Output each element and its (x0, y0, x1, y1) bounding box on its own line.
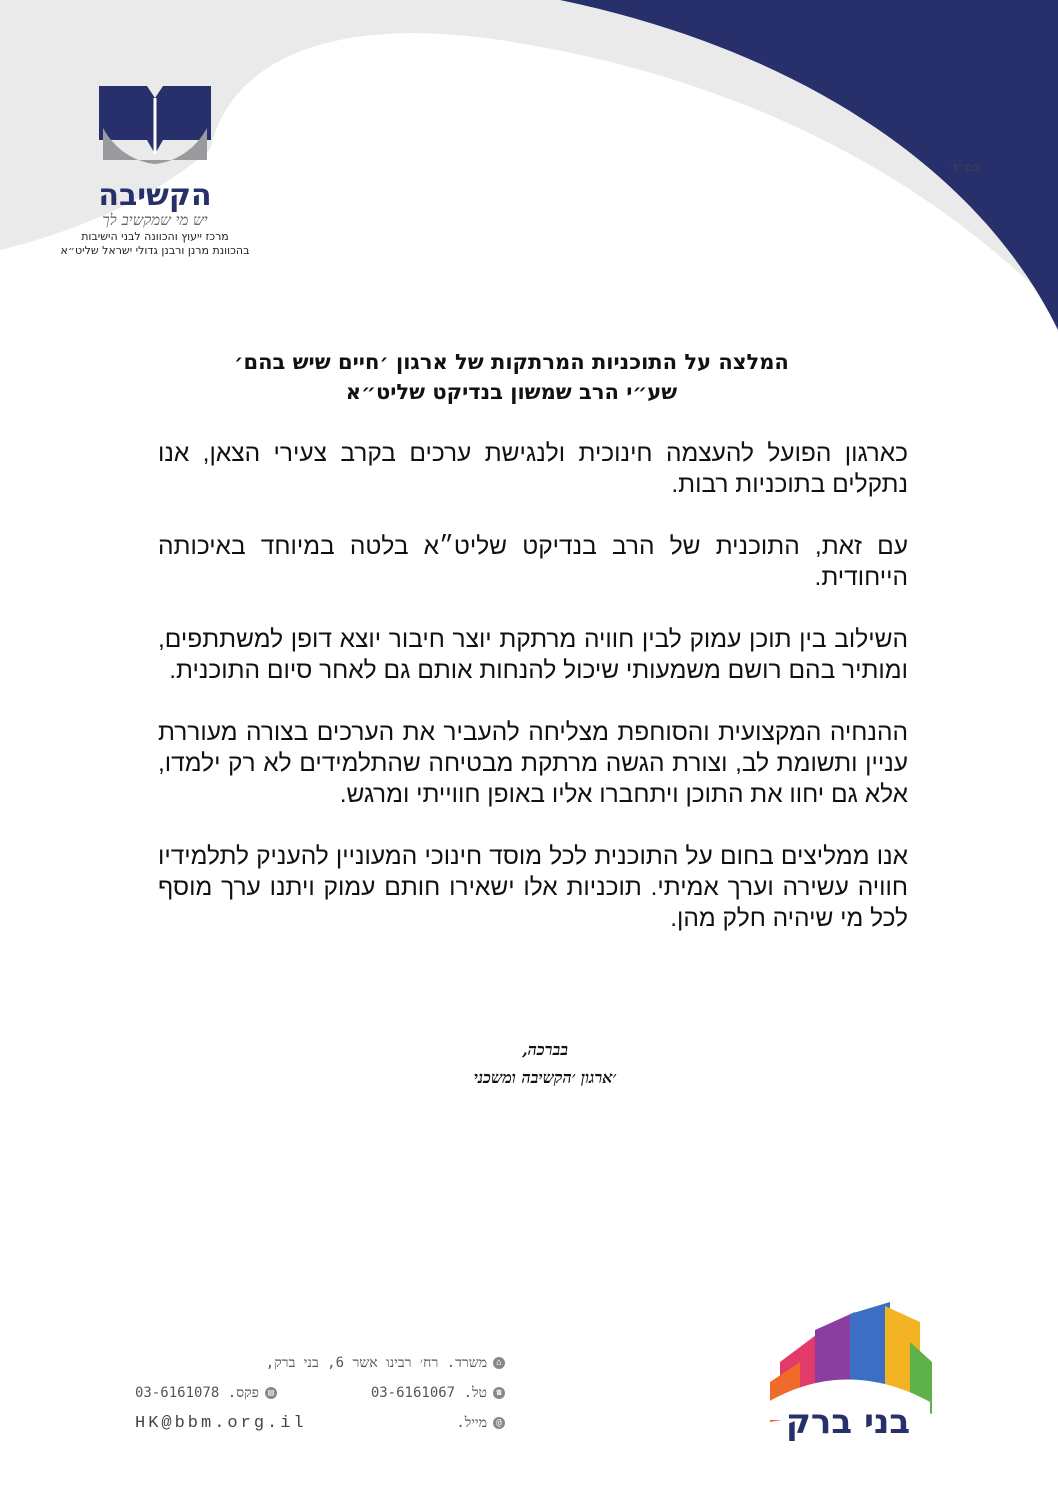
address-row (135, 1348, 505, 1378)
paragraph: כארגון הפועל להעצמה חינוכית ולנגישת ערכים בקרב צעירי הצאן, אנו נתקלים בתוכניות רבות. (158, 440, 908, 498)
logo-name: הקשיבה (98, 178, 212, 213)
organization-logo (40, 80, 270, 258)
logo-subtitle-line1: מרכז ייעוץ והכוונה לבני הישיבות (81, 230, 229, 243)
fax-label: פקס. (227, 1384, 259, 1401)
tel-number: 03-6161067 (370, 1384, 456, 1401)
address-text: משרד. רח׳ רבינו אשר 6, בני ברק, (265, 1354, 487, 1371)
signature-block (400, 1036, 690, 1092)
fax-icon: ▤ (265, 1387, 277, 1399)
paragraph: ההנחיה המקצועית והסוחפת מצליחה להעביר את הערכים בצורה מעוררת עניין ותשומת לב, וצורת הגשה מרתקת מבטיחה שהתלמידים לא רק ילמדו, אלא גם יחוו את התוכן ויתחברו אליו באופן חווייתי ומרגש. (158, 719, 908, 808)
contact-footer (135, 1348, 505, 1438)
fax-number: 03-6161078 (135, 1384, 220, 1401)
email-icon: @ (493, 1417, 505, 1429)
logo-subtitle-line2: בהכוונת מרנן ורבנן גדולי ישראל שליט״א (60, 244, 250, 257)
paragraph: אנו ממליצים בחום על התוכנית לכל מוסד חינוכי המעוניין להעניק לתלמידיו חוויה עשירה וערך אמיתי. תוכניות אלו ישאירו חותם עמוק ויתנו ערך מוסף לכל מי שיהיה חלק מהן. (158, 843, 908, 932)
phone-fax-row (135, 1378, 505, 1408)
open-book-icon (95, 80, 215, 170)
logo-motto: יש מי שמקשיב לך (102, 211, 208, 229)
paragraph: עם זאת, התוכנית של הרב בנדיקט שליט״א בלטה במיוחד באיכותה הייחודית. (158, 533, 908, 591)
title-line-1: המלצה על התוכניות המרתקות של ארגון ׳חיים שיש בהם׳ (234, 350, 789, 374)
tel-label: טל. (463, 1384, 487, 1401)
bsd-mark: בס״ד (950, 160, 980, 174)
signature-org: ׳ארגון ׳הקשיבה ומשכני (473, 1068, 617, 1087)
email-address[interactable]: HK@bbm.org.il (135, 1413, 307, 1433)
mail-label: מייל. (456, 1414, 487, 1431)
letter-title (140, 347, 883, 407)
phone-icon: ☎ (493, 1387, 505, 1399)
location-icon: ⌂ (493, 1357, 505, 1369)
closing-line: בברכה, (522, 1040, 568, 1059)
title-line-2: שע״י הרב שמשון בנדיקט שליט״א (345, 380, 678, 404)
email-row (135, 1408, 505, 1438)
letter-body (158, 438, 908, 965)
paragraph: השילוב בין תוכן עמוק לבין חוויה מרתקת יוצר חיבור יוצא דופן למשתתפים, ומותיר בהם רושם משמעותי שיכול להנחות אותם גם לאחר סיום התוכנית. (158, 626, 908, 684)
bnei-brak-logo-text: בני ברק (785, 1402, 911, 1442)
